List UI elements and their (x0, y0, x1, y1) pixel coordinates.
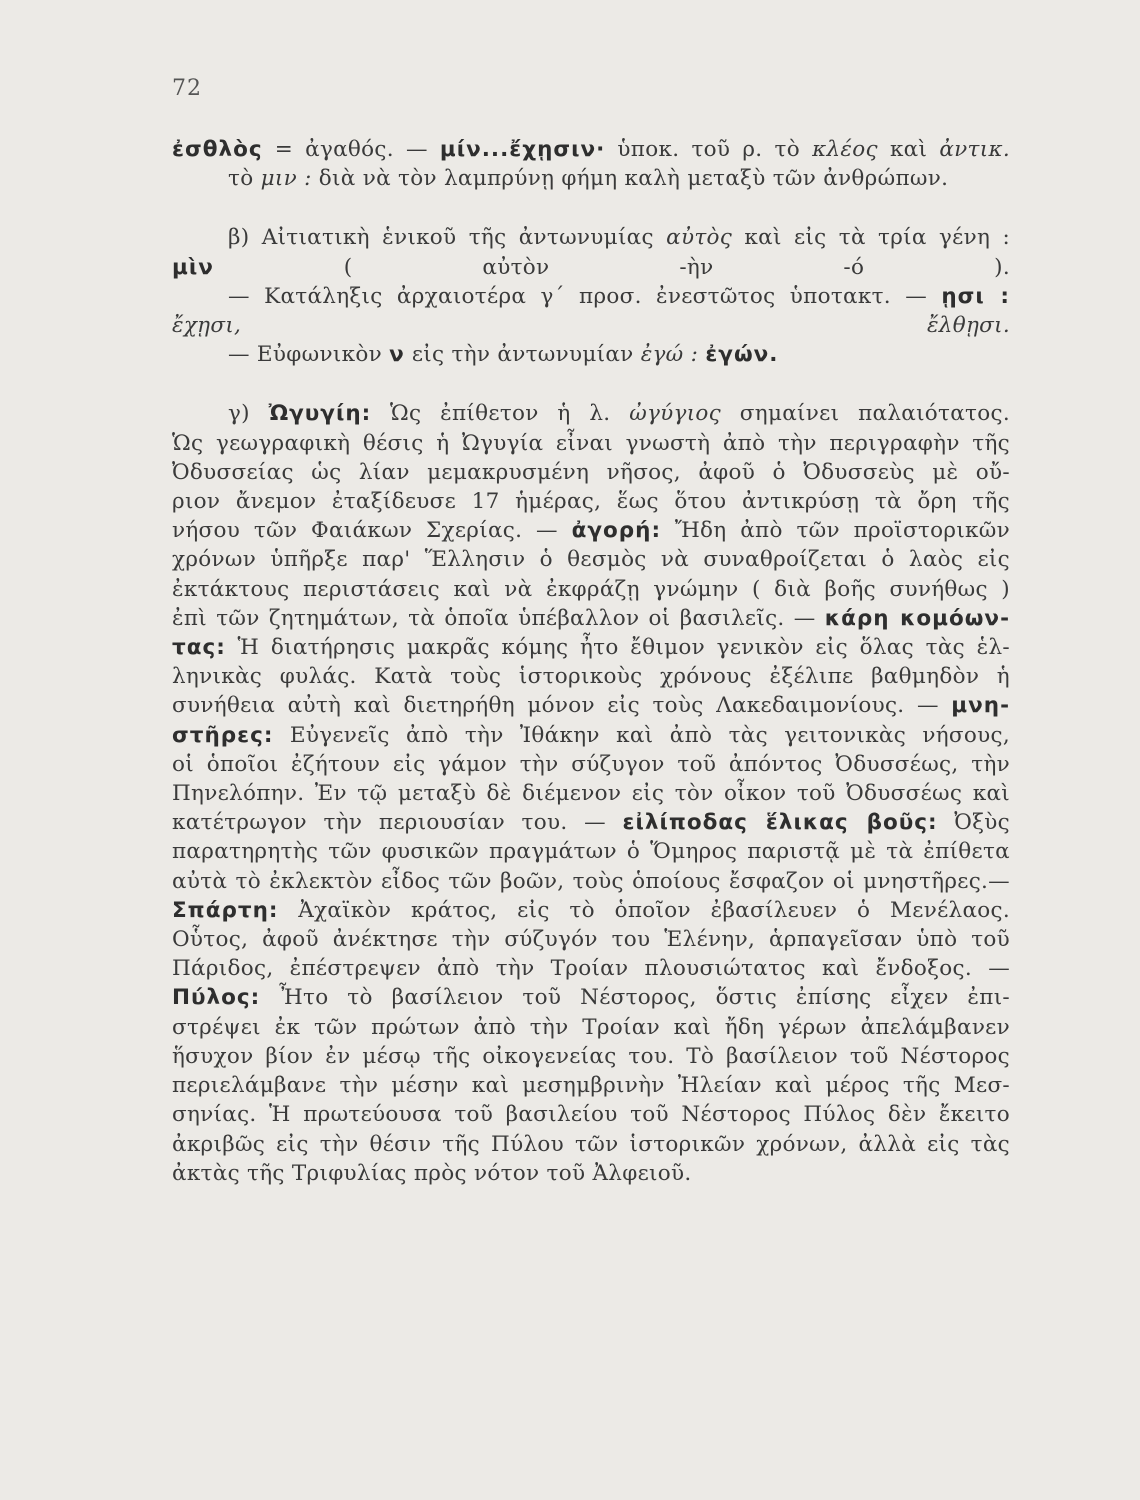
text-line (172, 282, 1010, 311)
text-line (172, 340, 1010, 369)
text-line (172, 1071, 1010, 1100)
text-line (172, 135, 1010, 164)
lemma-term: κάρη κομόων- (824, 605, 1010, 631)
text-line (172, 429, 1010, 458)
text-segment: κατέτρωγον τὴν περιουσίαν του. — (172, 810, 623, 836)
text-line (172, 750, 1010, 779)
lemma-term: μὶν (172, 254, 214, 280)
text-line (172, 487, 1010, 516)
text-line (172, 662, 1010, 691)
text-line (172, 633, 1010, 662)
text-segment: ὑποκ. τοῦ ρ. τὸ (605, 137, 813, 162)
text-segment: Ἀχαϊκὸν κράτος, εἰς τὸ ὁποῖον ἐβασίλευεν ὁ Μενέλαος. (278, 897, 1010, 923)
italic-text: ὠγύγιος (629, 401, 722, 427)
text-segment: = ἀγαθός. — (262, 137, 440, 162)
text-line (172, 164, 1010, 193)
text-line (172, 721, 1010, 750)
text-line (172, 604, 1010, 633)
paragraph (172, 399, 1010, 1187)
text-segment: Οὗτος, ἀφοῦ ἀνέκτησε τὴν σύζυγόν του Ἑλένην, ἁρπαγεῖσαν ὑπὸ τοῦ (172, 927, 1010, 953)
text-segment: Ὀξὺς (937, 810, 1011, 836)
text-line (172, 1013, 1010, 1042)
text-segment: καὶ (877, 137, 940, 162)
text-line (172, 1130, 1010, 1159)
page-number: 72 (172, 76, 202, 101)
text-segment: Πηνελόπην. Ἐν τῷ μεταξὺ δὲ διέμενον εἰς τὸν οἶκον τοῦ Ὀδυσσέως καὶ (172, 781, 1010, 807)
lemma-term: μίν...ἔχῃσιν· (439, 137, 606, 162)
text-line (172, 458, 1010, 487)
text-segment: ριον ἄνεμον ἐταξίδευσε 17 ἡμέρας, ἕως ὅτου ἀντικρύσῃ τὰ ὄρη τῆς (172, 489, 1010, 515)
text-segment: οἱ ὁποῖοι ἐζήτουν εἰς γάμον τὴν σύζυγον τοῦ ἀπόντος Ὀδυσσέως, τὴν (172, 751, 1010, 777)
italic-text: ἔχῃσι, ἔλθῃσι. (172, 313, 1010, 339)
text-segment: Ἤδη ἀπὸ τῶν προϊστορικῶν (661, 518, 1010, 544)
text-segment: περιελάμβανε τὴν μέσην καὶ μεσημβρινὴν Ἠλείαν καὶ μέρος τῆς Μεσ- (172, 1073, 1010, 1099)
text-segment: διὰ νὰ τὸν λαμπρύνῃ φήμη καλὴ μεταξὺ τῶν ἀνθρώπων. (311, 166, 949, 192)
lemma-term: Σπάρτη: (172, 897, 279, 923)
lemma-term: Ὠγυγίη: (268, 401, 372, 427)
text-segment: γ) (228, 401, 269, 427)
text-segment: — Κατάληξις ἀρχαιοτέρα γ΄ προσ. ἐνεστῶτος ὑποτακτ. — (228, 283, 942, 309)
paragraph (172, 223, 1010, 369)
text-segment: Ἦτο τὸ βασίλειον τοῦ Νέστορος, ὅστις ἐπίσης εἶχεν ἐπι- (260, 985, 1010, 1011)
lemma-term: στῆρες: (172, 722, 274, 748)
text-line (172, 983, 1010, 1012)
text-segment: ἀκτὰς τῆς Τριφυλίας πρὸς νότον τοῦ Ἀλφειοῦ. (172, 1160, 692, 1186)
text-segment: Ὡς ἐπίθετον ἡ λ. (371, 401, 630, 427)
italic-text: κλέος (812, 137, 878, 162)
lemma-term: ν (389, 342, 405, 368)
text-segment: ἐπὶ τῶν ζητημάτων, τὰ ὁποῖα ὑπέβαλλον οἱ βασιλεῖς. — (172, 605, 825, 631)
text-segment: Ὡς γεωγραφικὴ θέσις ἡ Ὠγυγία εἶναι γνωστὴ ἀπὸ τὴν περιγραφὴν τῆς (172, 430, 1010, 456)
text-line (172, 691, 1010, 720)
text-segment: τὸ (228, 166, 261, 192)
text-segment: ( αὐτὸν -ὴν -ό ). (213, 254, 1010, 280)
text-line (172, 925, 1010, 954)
lemma-term: μνη- (951, 693, 1010, 719)
italic-text: ἀντικ. (939, 137, 1010, 162)
text-segment: Πάριδος, ἐπέστρεψεν ἀπὸ τὴν Τροίαν πλουσιώτατος καὶ ἔνδοξος. — (172, 956, 1010, 982)
lemma-term: τας: (172, 635, 226, 661)
text-line (172, 223, 1010, 252)
text-segment: χρόνων ὑπῆρξε παρ' Ἕλλησιν ὁ θεσμὸς νὰ συναθροίζεται ὁ λαὸς εἰς (172, 547, 1010, 573)
text-line (172, 896, 1010, 925)
text-segment: ἥσυχον βίον ἐν μέσῳ τῆς οἰκογενείας του. Τὸ βασίλειον τοῦ Νέστορος (172, 1043, 1010, 1069)
text-line (172, 311, 1010, 340)
italic-text: αὐτὸς (666, 225, 733, 251)
text-segment: αὐτὰ τὸ ἐκλεκτὸν εἶδος τῶν βοῶν, τοὺς ὁποίους ἔσφαζον οἱ μνηστῆρες.— (172, 868, 1010, 894)
text-segment: β) Αἰτιατικὴ ἑνικοῦ τῆς ἀντωνυμίας (228, 225, 667, 251)
lemma-term: εἰλίποδας ἕλικας βοῦς: (622, 810, 938, 836)
page-body (172, 135, 1010, 1188)
text-segment: Ὀδυσσείας ὡς λίαν μεμακρυσμένη νῆσος, ἀφοῦ ὁ Ὀδυσσεὺς μὲ οὔ- (172, 459, 1010, 485)
text-segment: καὶ εἰς τὰ τρία γένη : (732, 225, 1010, 251)
text-segment: ἀκριβῶς εἰς τὴν θέσιν τῆς Πύλου τῶν ἱστορικῶν χρόνων, ἀλλὰ εἰς τὰς (172, 1131, 1010, 1157)
text-line (172, 399, 1010, 428)
text-segment: ληνικὰς φυλάς. Κατὰ τοὺς ἱστορικοὺς χρόνους ἐξέλιπε βαθμηδὸν ἡ (172, 664, 1010, 690)
text-line (172, 1159, 1010, 1188)
text-line (172, 1100, 1010, 1129)
lemma-term: ῃσι : (941, 283, 1010, 309)
text-segment: Ἡ διατήρησις μακρᾶς κόμης ἦτο ἔθιμον γενικὸν εἰς ὅλας τὰς ἑλ- (225, 635, 1010, 661)
text-line (172, 575, 1010, 604)
text-line (172, 779, 1010, 808)
italic-text: ἐγώ : (640, 342, 699, 368)
text-segment: ἐκτάκτους περιστάσεις καὶ νὰ ἐκφράζῃ γνώμην ( διὰ βοῆς συνήθως ) (172, 576, 1010, 602)
text-segment: — Εὐφωνικὸν (228, 342, 390, 368)
text-line (172, 837, 1010, 866)
lemma-term: ἐσθλὸς (172, 137, 263, 162)
text-segment: στρέψει ἐκ τῶν πρώτων ἀπὸ τὴν Τροίαν καὶ ἤδη γέρων ἀπελάμβανεν (172, 1014, 1010, 1040)
lemma-term: ἀγορή: (571, 518, 662, 544)
text-line (172, 516, 1010, 545)
paragraph (172, 135, 1010, 193)
text-line (172, 253, 1010, 282)
lemma-term: Πύλος: (172, 985, 261, 1011)
text-segment: νήσου τῶν Φαιάκων Σχερίας. — (172, 518, 572, 544)
text-segment: παρατηρητὴς τῶν φυσικῶν πραγμάτων ὁ Ὅμηρος παριστᾷ μὲ τὰ ἐπίθετα (172, 839, 1010, 865)
text-line (172, 808, 1010, 837)
text-line (172, 954, 1010, 983)
text-segment: εἰς τὴν ἀντωνυμίαν (404, 342, 641, 368)
text-segment: σηνίας. Ἡ πρωτεύουσα τοῦ βασιλείου τοῦ Νέστορος Πύλος δὲν ἔκειτο (172, 1102, 1010, 1128)
paragraph-gap (172, 193, 1010, 223)
text-segment: συνήθεια αὐτὴ καὶ διετηρήθη μόνον εἰς τοὺς Λακεδαιμονίους. — (172, 693, 952, 719)
text-line (172, 1042, 1010, 1071)
lemma-term: ἐγών. (705, 342, 779, 368)
text-line (172, 545, 1010, 574)
text-line (172, 867, 1010, 896)
paragraph-gap (172, 369, 1010, 399)
text-segment: Εὐγενεῖς ἀπὸ τὴν Ἰθάκην καὶ ἀπὸ τὰς γειτονικὰς νήσους, (273, 722, 1010, 748)
italic-text: μιν : (260, 166, 312, 192)
text-segment: σημαίνει παλαιότατος. (721, 401, 1010, 427)
